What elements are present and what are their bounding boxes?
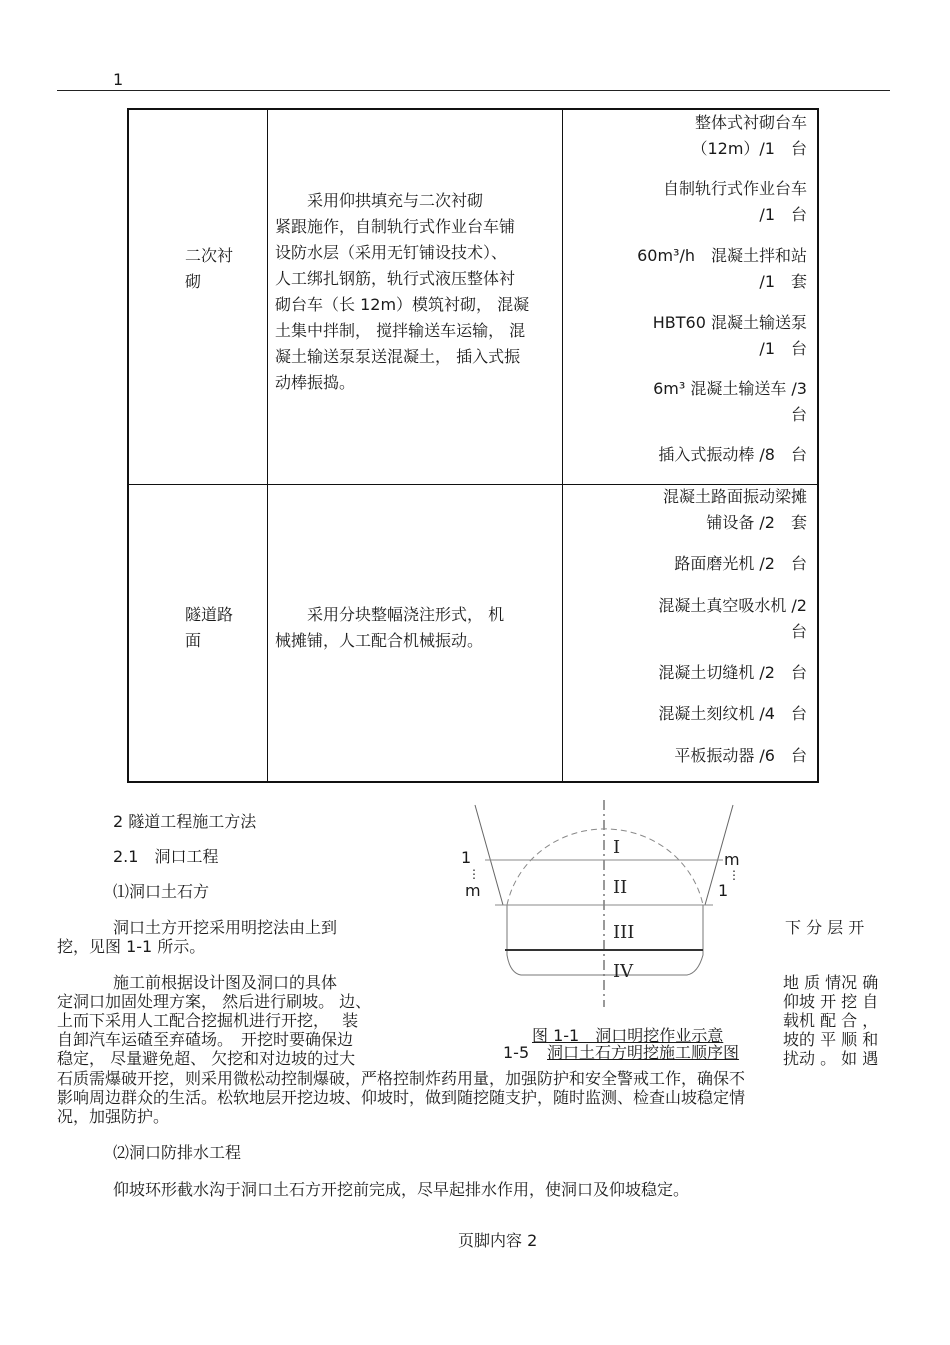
equipment-item [567,376,807,428]
method-line: 紧跟施作，自制轨行式作业台车铺 [275,217,516,236]
zone-label: I [613,837,621,858]
method-line: 砌台车（长 12m）模筑衬砌， 混凝 [275,295,530,314]
equipment-item [567,593,807,645]
paragraph-line: 仰坡 开 挖 自 [783,992,879,1011]
paragraph-line: 载机 配 合 ， [783,1011,879,1030]
slope-label-left-top: 1 [461,848,472,867]
row2-item [185,602,265,654]
zone-label: II [613,877,628,898]
sub-heading: 2.1 洞口工程 [113,847,219,866]
equipment-line: 平板振动器 /6 台 [674,746,807,765]
equipment-line: 插入式振动棒 /8 台 [658,445,807,464]
slope-label-left-bottom: m [465,881,481,900]
equipment-line: 混凝土切缝机 /2 台 [658,663,807,682]
method-line: 械摊铺，人工配合机械振动。 [275,631,484,650]
paragraph-line: 自卸汽车运碴至弃碴场。 开挖时要确保边 [57,1030,354,1049]
slope-colon-right: ⋮ [728,868,740,882]
zone-label: IV [613,961,634,982]
method-line: 采用分块整幅浇注形式， 机 [275,605,505,624]
item-heading: ⑴洞口土石方 [113,882,210,901]
equipment-line: HBT60 混凝土输送泵 [652,313,807,332]
row2-item-line2: 面 [185,631,202,650]
equipment-line: 台 [790,405,807,424]
paragraph-line: 稳定， 尽量避免超、 欠挖和对边坡的过大 [57,1049,356,1068]
equipment-line: 路面磨光机 /2 台 [674,554,807,573]
method-line: 人工绑扎钢筋，轨行式液压整体衬 [275,269,516,288]
slope-label-right-top: m [724,850,740,869]
section-heading: 2 隧道工程施工方法 [113,812,257,831]
equipment-line: 混凝土刻纹机 /4 台 [658,704,807,723]
method-line: 采用仰拱填充与二次衬砌 [275,191,484,210]
paragraph-line: 扰动 。 如 遇 [783,1049,879,1068]
paragraph-line: 挖，见图 1-1 所示。 [57,937,206,956]
excavation-diagram [455,795,745,1015]
col-divider-2 [562,110,563,781]
slope-label-right-bottom: 1 [718,881,729,900]
equipment-item [567,660,807,686]
page-footer: 页脚内容 2 [458,1231,538,1250]
paragraph-line: 况，加强防护。 [57,1107,170,1126]
paragraph-line: 下 分 层 开 [785,918,865,937]
paragraph-line: 石质需爆破开挖，则采用微松动控制爆破，严格控制炸药用量，加强防护和安全警戒工作，确保不 [57,1069,746,1088]
equipment-line: 混凝土路面振动梁摊 [662,487,807,506]
method-line: 设防水层（采用无钉铺设技术）、 [275,243,508,262]
equipment-item [567,310,807,362]
equipment-line: /1 台 [759,205,807,224]
equipment-line: /1 套 [759,272,807,291]
paragraph-line: 仰坡环形截水沟于洞口土石方开挖前完成，尽早起排水作用，使洞口及仰坡稳定。 [113,1180,690,1199]
equipment-item [567,484,807,536]
paragraph-line: 影响周边群众的生活。松软地层开挖边坡、仰坡时，做到随挖随支护，随时监测、检查山坡稳定情 [57,1088,746,1107]
paragraph-line: 地 质 情况 确 [783,973,879,992]
equipment-item [567,243,807,295]
equipment-table [127,108,819,783]
page-number: 1 [113,70,124,89]
equipment-item [567,701,807,727]
equipment-line: 铺设备 /2 套 [706,513,807,532]
method-line: 土集中拌制， 搅拌输送车运输， 混 [275,321,526,340]
row1-method [275,188,560,396]
equipment-item [567,176,807,228]
equipment-line: 台 [790,622,807,641]
paragraph-line: 施工前根据设计图及洞口的具体 [113,973,338,992]
figure-caption: 图 1-1 洞口明挖作业示意 [532,1026,724,1045]
paragraph-line: 定洞口加固处理方案， 然后进行刷坡。 边、 [57,992,372,1011]
equipment-line: 自制轨行式作业台车 [662,179,807,198]
equipment-item [567,743,807,769]
row1-item-line2: 砌 [185,272,202,291]
equipment-line: 整体式衬砌台车 [694,113,807,132]
paragraph-line: 洞口土方开挖采用明挖法由上到 [113,918,338,937]
method-line: 动棒振捣。 [275,373,356,392]
equipment-item [567,442,807,468]
equipment-line: 6m³ 混凝土输送车 /3 [653,379,807,398]
method-line: 凝土输送泵泵送混凝土， 插入式振 [275,347,521,366]
col-divider-1 [267,110,268,781]
row2-item-line1: 隧道路 [185,605,234,624]
header-rule [57,90,890,91]
equipment-line: （12m）/1 台 [691,139,807,158]
equipment-line: 60m³/h 混凝土拌和站 [637,246,807,265]
row1-item-line1: 二次衬 [185,246,234,265]
equipment-line: 混凝土真空吸水机 /2 [658,596,807,615]
figure-caption-number: 1-5 [503,1043,530,1062]
row1-item [185,243,265,295]
paragraph-line: 坡的 平 顺 和 [783,1030,879,1049]
figure-caption-2: 洞口土石方明挖施工顺序图 [547,1043,740,1062]
paragraph-line: 上而下采用人工配合挖掘机进行开挖， 装 [57,1011,359,1030]
equipment-line: /1 台 [759,339,807,358]
slope-colon-left: ⋮ [468,867,480,881]
item-heading: ⑵洞口防排水工程 [113,1143,242,1162]
equipment-item [567,110,807,162]
row2-method [275,602,560,654]
equipment-item [567,551,807,577]
zone-label: III [613,922,635,943]
